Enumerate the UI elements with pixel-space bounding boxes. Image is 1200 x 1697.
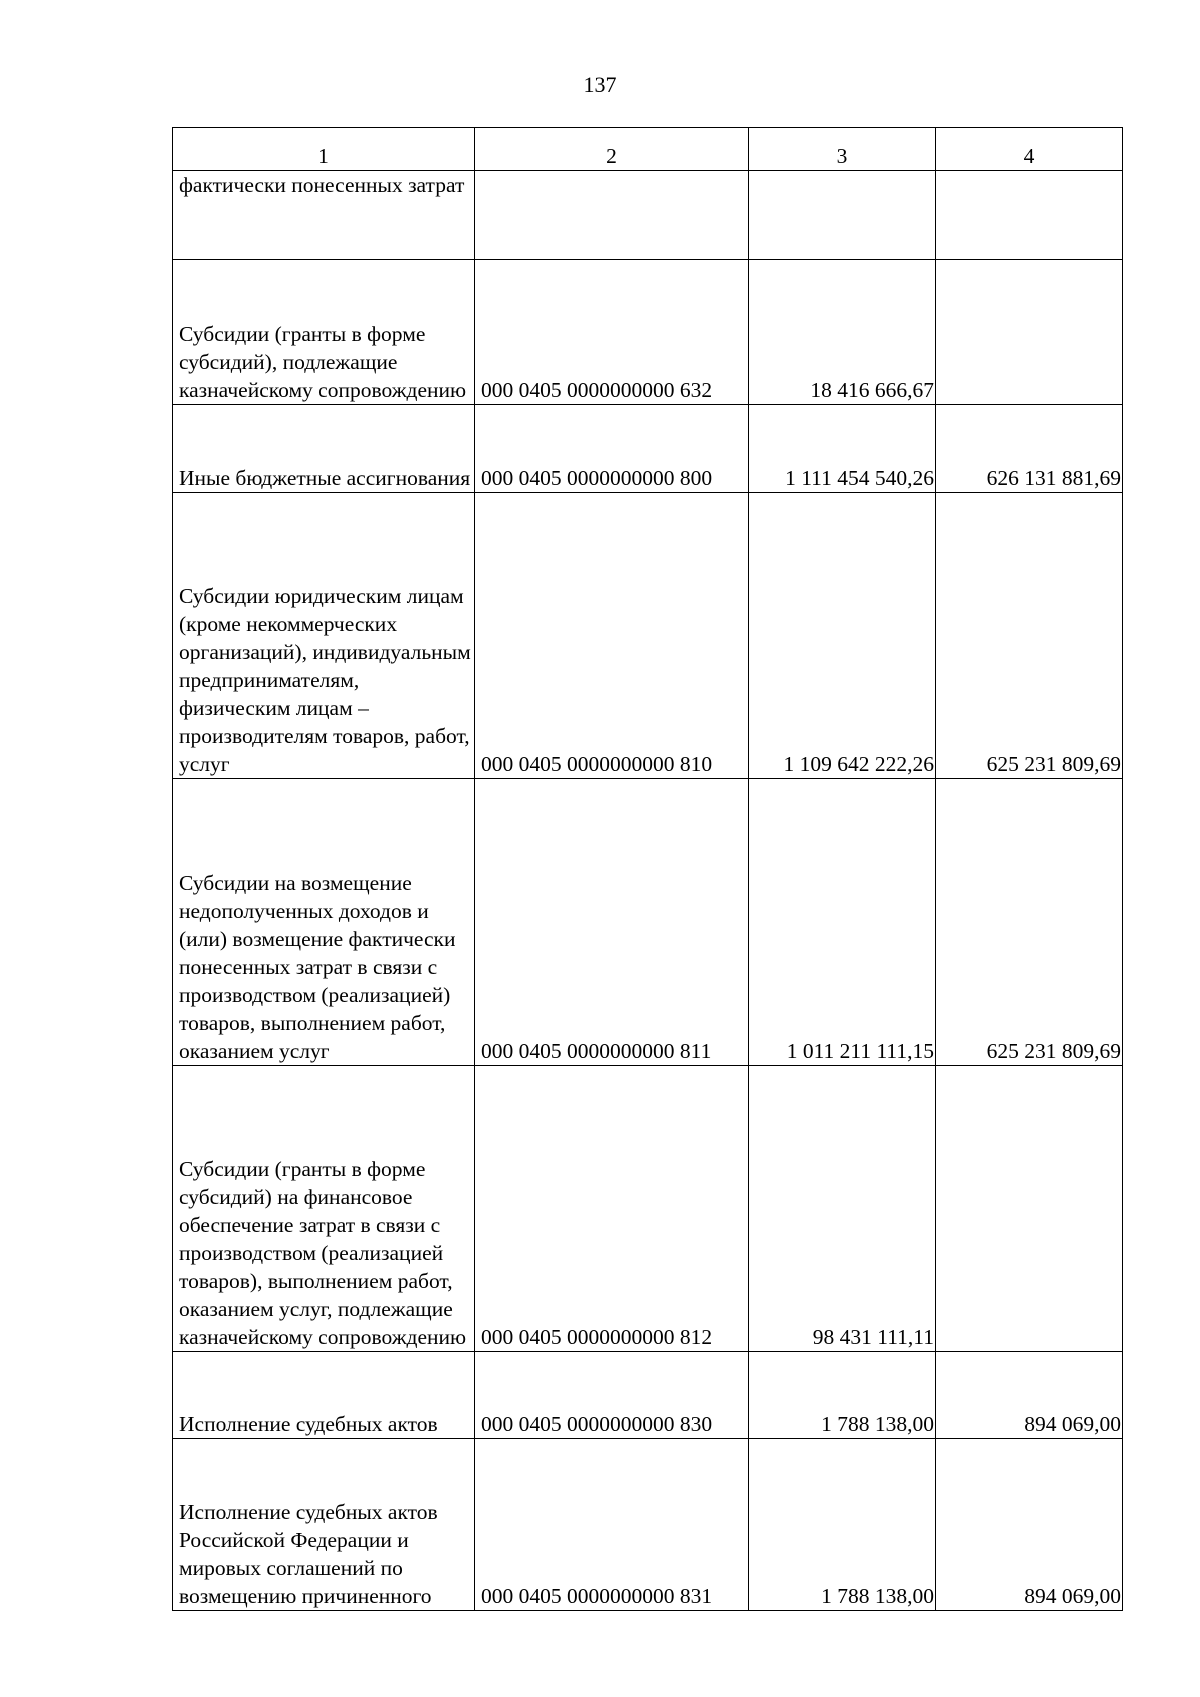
row-name: Исполнение судебных актов: [173, 1352, 475, 1439]
row-code: [475, 171, 749, 260]
row-name: Субсидии на возмещение недополученных доходов и (или) возмещение фактически понесенных затрат в связи с производством (реализацией) товаров, выполнением работ, оказанием услуг: [173, 779, 475, 1066]
table-row: [173, 171, 1123, 260]
row-col3-value: 18 416 666,67: [749, 260, 936, 405]
table-row: [173, 260, 1123, 405]
row-col4-value: 894 069,00: [936, 1352, 1123, 1439]
row-col4-value: [936, 1066, 1123, 1352]
row-code: 000 0405 0000000000 800: [475, 405, 749, 493]
header-col-3: 3: [749, 128, 936, 171]
row-col4-value: [936, 260, 1123, 405]
page-number: 137: [583, 72, 617, 97]
row-col4-value: 626 131 881,69: [936, 405, 1123, 493]
row-name: Иные бюджетные ассигнования: [173, 405, 475, 493]
row-name: Исполнение судебных актов Российской Федерации и мировых соглашений по возмещению причиненного: [173, 1439, 475, 1611]
row-col3-value: 1 011 211 111,15: [749, 779, 936, 1066]
row-col3-value: 1 788 138,00: [749, 1352, 936, 1439]
row-code: 000 0405 0000000000 810: [475, 493, 749, 779]
table-row: [173, 779, 1123, 1066]
row-col3-value: 98 431 111,11: [749, 1066, 936, 1352]
row-col3-value: 1 109 642 222,26: [749, 493, 936, 779]
row-col4-value: 625 231 809,69: [936, 779, 1123, 1066]
row-code: 000 0405 0000000000 831: [475, 1439, 749, 1611]
row-col4-value: 625 231 809,69: [936, 493, 1123, 779]
row-name: Субсидии (гранты в форме субсидий), подлежащие казначейскому сопровождению: [173, 260, 475, 405]
row-name: Субсидии юридическим лицам (кроме некоммерческих организаций), индивидуальным предпринимателям, физическим лицам – производителям товаров, работ, услуг: [173, 493, 475, 779]
row-code: 000 0405 0000000000 811: [475, 779, 749, 1066]
row-name: фактически понесенных затрат: [173, 171, 475, 260]
row-col4-value: 894 069,00: [936, 1439, 1123, 1611]
table-row: [173, 1066, 1123, 1352]
row-code: 000 0405 0000000000 830: [475, 1352, 749, 1439]
row-col3-value: 1 788 138,00: [749, 1439, 936, 1611]
header-col-4: 4: [936, 128, 1123, 171]
table-header-row: [173, 128, 1123, 171]
table-row: [173, 1439, 1123, 1611]
row-code: 000 0405 0000000000 812: [475, 1066, 749, 1352]
header-col-1: 1: [173, 128, 475, 171]
table-row: [173, 1352, 1123, 1439]
row-col3-value: 1 111 454 540,26: [749, 405, 936, 493]
budget-table: [172, 127, 1123, 1611]
row-code: 000 0405 0000000000 632: [475, 260, 749, 405]
header-col-2: 2: [475, 128, 749, 171]
row-name: Субсидии (гранты в форме субсидий) на финансовое обеспечение затрат в связи с производством (реализацией товаров), выполнением работ, оказанием услуг, подлежащие казначейскому сопровождению: [173, 1066, 475, 1352]
table-row: [173, 405, 1123, 493]
row-col3-value: [749, 171, 936, 260]
row-col4-value: [936, 171, 1123, 260]
table-row: [173, 493, 1123, 779]
